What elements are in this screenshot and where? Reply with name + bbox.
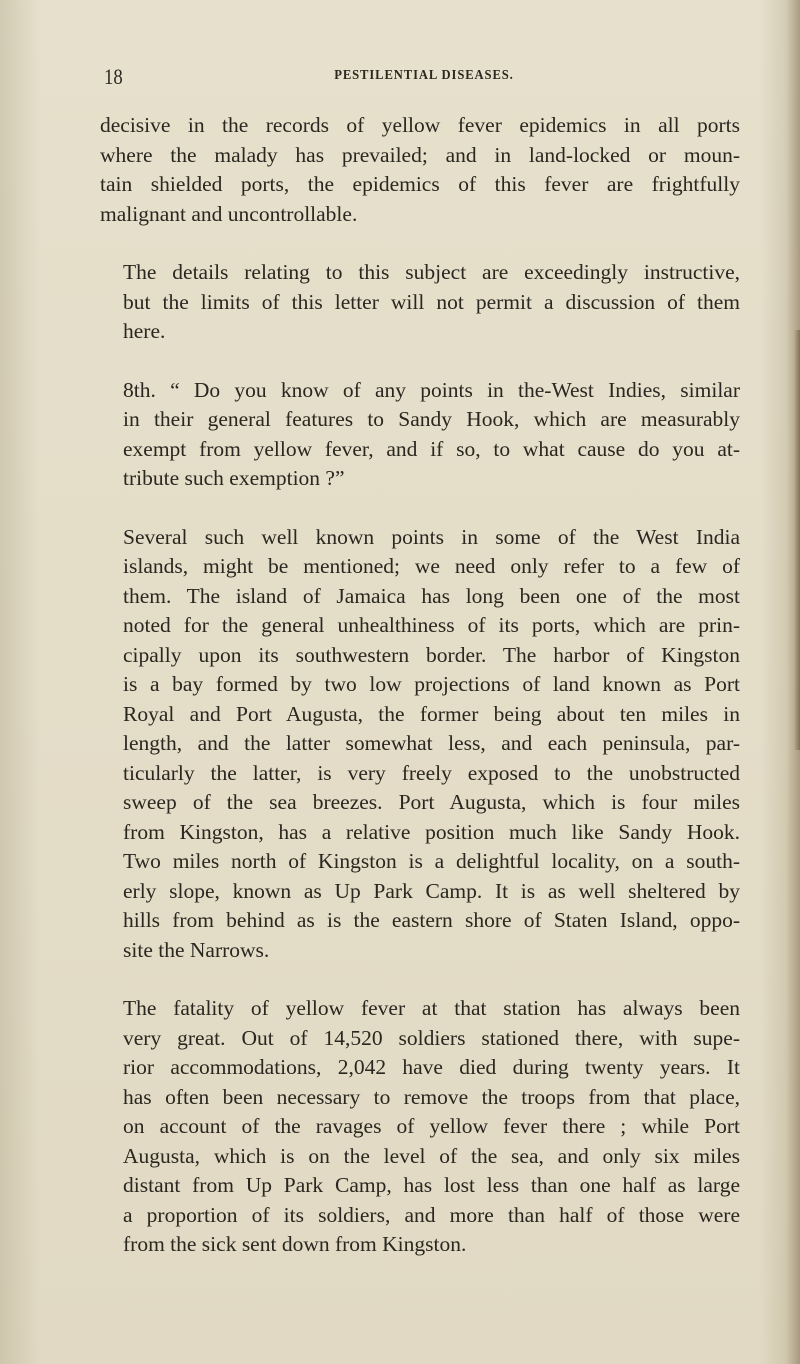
- text-line: sweep of the sea breezes. Port Augusta, which is four miles: [123, 790, 740, 814]
- text-line: from Kingston, has a relative position much like Sandy Hook.: [123, 819, 740, 844]
- text-line: very great. Out of 14,520 soldiers stationed there, with supe-: [123, 1025, 740, 1050]
- text-line: exempt from yellow fever, and if so, to what cause do you at-: [123, 436, 740, 461]
- text-line: erly slope, known as Up Park Camp. It is as well sheltered by: [123, 878, 740, 903]
- page-number: 18: [104, 64, 123, 89]
- text-line: cipally upon its southwestern border. The harbor of Kingston: [123, 642, 740, 667]
- text-line: length, and the latter somewhat less, and each peninsula, par-: [123, 731, 740, 755]
- text-line: tain shielded ports, the epidemics of this fever are frightfully: [100, 172, 740, 196]
- paragraph: [100, 994, 740, 1260]
- text-line: hills from behind as is the eastern shore of Staten Island, oppo-: [123, 908, 740, 932]
- text-line: is a bay formed by two low projections of land known as Port: [123, 672, 740, 696]
- text-line: distant from Up Park Camp, has lost less than one half as large: [123, 1173, 740, 1197]
- text-line: tribute such exemption ?”: [123, 466, 345, 490]
- text-line: in their general features to Sandy Hook, which are measurably: [123, 407, 740, 431]
- page-gutter-shadow: [794, 330, 800, 750]
- text-line: islands, might be mentioned; we need only refer to a few of: [123, 554, 740, 578]
- text-line: noted for the general unhealthiness of its ports, which are prin-: [123, 613, 740, 637]
- text-line: Augusta, which is on the level of the sea, and only six miles: [123, 1143, 740, 1168]
- body-text: [100, 111, 740, 1289]
- text-line: site the Narrows.: [123, 937, 270, 962]
- text-line: malignant and uncontrollable.: [100, 201, 358, 226]
- text-line: Several such well known points in some of the West India: [123, 524, 740, 549]
- text-line: has often been necessary to remove the troops from that place,: [123, 1084, 740, 1109]
- text-line: them. The island of Jamaica has long been one of the most: [123, 583, 740, 608]
- page-header: [104, 64, 744, 88]
- text-line: The fatality of yellow fever at that station has always been: [123, 996, 740, 1020]
- text-line: ticularly the latter, is very freely exposed to the unobstructed: [123, 760, 740, 785]
- text-line: decisive in the records of yellow fever epidemics in all ports: [100, 113, 740, 137]
- text-line: a proportion of its soldiers, and more than half of those were: [123, 1202, 740, 1227]
- text-line: Two miles north of Kingston is a delightful locality, on a south-: [123, 849, 740, 873]
- text-line: here.: [123, 319, 166, 343]
- paragraph: [100, 258, 740, 347]
- paragraph: [100, 111, 740, 229]
- text-line: 8th. “ Do you know of any points in the-West Indies, similar: [123, 377, 740, 402]
- text-line: but the limits of this letter will not permit a discussion of them: [123, 289, 740, 314]
- text-line: Royal and Port Augusta, the former being about ten miles in: [123, 701, 740, 726]
- text-line: rior accommodations, 2,042 have died during twenty years. It: [123, 1055, 740, 1079]
- paragraph: [100, 376, 740, 494]
- paragraph: [100, 523, 740, 966]
- running-head: PESTILENTIAL DISEASES.: [334, 68, 514, 83]
- text-line: on account of the ravages of yellow fever there ; while Port: [123, 1114, 740, 1138]
- text-line: The details relating to this subject are exceedingly instructive,: [123, 260, 740, 284]
- text-line: where the malady has prevailed; and in land-locked or moun-: [100, 142, 740, 167]
- text-line: from the sick sent down from Kingston.: [123, 1232, 467, 1256]
